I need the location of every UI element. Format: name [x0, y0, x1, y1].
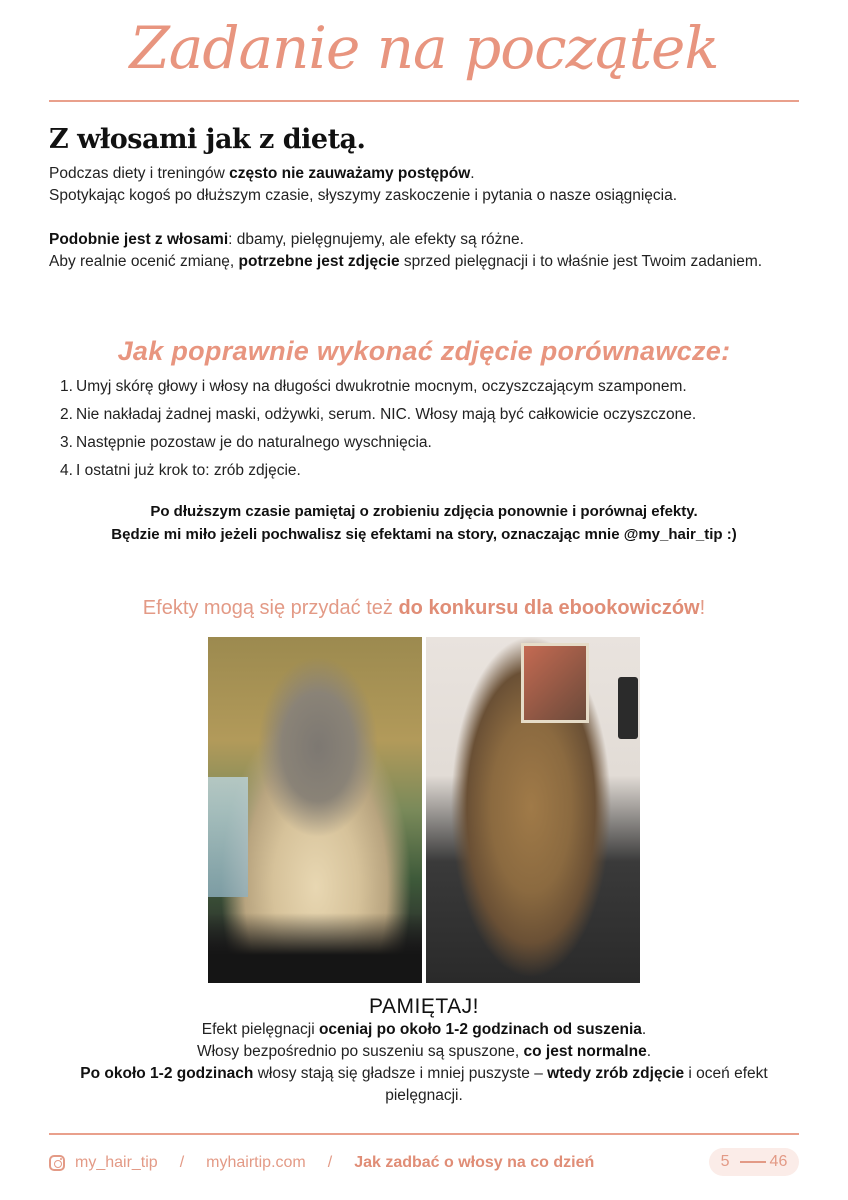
- step-text: Nie nakładaj żadnej maski, odżywki, serum. NIC. Włosy mają być całkowicie oczyszczone.: [76, 406, 697, 423]
- bold-text: do konkursu dla ebookowiczów: [398, 597, 700, 619]
- before-photo: [208, 637, 422, 983]
- bold-text: potrzebne jest zdjęcie: [238, 253, 400, 270]
- bold-text: co jest normalne: [523, 1043, 647, 1060]
- step-number: 3.: [60, 434, 73, 451]
- intro-paragraph-2: [49, 229, 809, 273]
- instagram-handle-link[interactable]: my_hair_tip: [75, 1154, 158, 1171]
- text: Efekt pielęgnacji: [201, 1021, 319, 1038]
- text: !: [699, 597, 706, 619]
- step-item: [60, 401, 696, 429]
- text: .: [641, 1021, 647, 1038]
- text: .: [646, 1043, 652, 1060]
- step-number: 4.: [60, 462, 73, 479]
- bold-text: wtedy zrób zdjęcie: [547, 1065, 685, 1082]
- step-number: 1.: [60, 378, 73, 395]
- separator: /: [327, 1154, 333, 1171]
- text: i oceń efekt pielęgnacji.: [385, 1065, 768, 1104]
- text: Spotykając kogoś po dłuższym czasie, słyszymy zaskoczenie i pytania o nasze osiągnięcia.: [49, 187, 678, 204]
- steps-list: [60, 373, 696, 485]
- separator: /: [179, 1154, 185, 1171]
- footer-divider: [49, 1133, 799, 1135]
- note-line: Po dłuższym czasie pamiętaj o zrobieniu zdjęcia ponownie i porównaj efekty.: [150, 503, 698, 520]
- contest-callout: [0, 597, 848, 620]
- remember-line: [50, 1019, 798, 1041]
- step-number: 2.: [60, 406, 73, 423]
- page-total: 46: [769, 1153, 788, 1170]
- step-text: Umyj skórę głowy i włosy na długości dwukrotnie mocnym, oczyszczającym szamponem.: [76, 378, 687, 395]
- remember-line: [50, 1041, 798, 1063]
- note-line: Będzie mi miło jeżeli pochwalisz się efektami na story, oznaczając mnie @my_hair_tip :): [111, 526, 737, 543]
- step-item: [60, 457, 696, 485]
- step-item: [60, 429, 696, 457]
- page-current: 5: [720, 1153, 730, 1170]
- text: Efekty mogą się przydać też: [142, 597, 399, 619]
- website-link[interactable]: myhairtip.com: [206, 1154, 306, 1171]
- book-title: Jak zadbać o włosy na co dzień: [354, 1154, 595, 1171]
- text: : dbamy, pielęgnujemy, ale efekty są różne.: [228, 231, 524, 248]
- bold-text: często nie zauważamy postępów: [229, 165, 471, 182]
- after-photo: [426, 637, 640, 983]
- page-title: Zadanie na początek: [129, 14, 719, 82]
- bold-text: oceniaj po około 1-2 godzinach od suszenia: [318, 1021, 642, 1038]
- howto-heading: Jak poprawnie wykonać zdjęcie porównawcze:: [117, 336, 731, 366]
- dash-divider: [740, 1161, 766, 1163]
- reminder-note: [0, 500, 848, 546]
- step-text: I ostatni już krok to: zrób zdjęcie.: [76, 462, 301, 479]
- text: sprzed pielęgnacji i to właśnie jest Twoim zadaniem.: [399, 253, 763, 270]
- text: Podczas diety i treningów: [49, 165, 230, 182]
- text: Aby realnie ocenić zmianę,: [49, 253, 239, 270]
- page-indicator: [709, 1148, 799, 1176]
- bold-text: Po około 1-2 godzinach: [80, 1065, 254, 1082]
- footer: [49, 1150, 799, 1176]
- text: .: [470, 165, 475, 182]
- step-item: [60, 373, 696, 401]
- step-text: Następnie pozostaw je do naturalnego wyschnięcia.: [76, 434, 432, 451]
- section-heading: Z włosami jak z dietą.: [49, 124, 366, 155]
- instagram-icon: [49, 1155, 65, 1171]
- remember-line: [50, 1063, 798, 1107]
- remember-text: [50, 1019, 798, 1107]
- remember-title: PAMIĘTAJ!: [369, 995, 479, 1018]
- text: Włosy bezpośrednio po suszeniu są spuszone,: [196, 1043, 524, 1060]
- comparison-photos: [208, 637, 640, 983]
- bold-text: Podobnie jest z włosami: [49, 231, 229, 248]
- intro-paragraph-1: [49, 163, 809, 207]
- text: włosy stają się gładsze i mniej puszyste –: [253, 1065, 548, 1082]
- header-divider: [49, 100, 799, 102]
